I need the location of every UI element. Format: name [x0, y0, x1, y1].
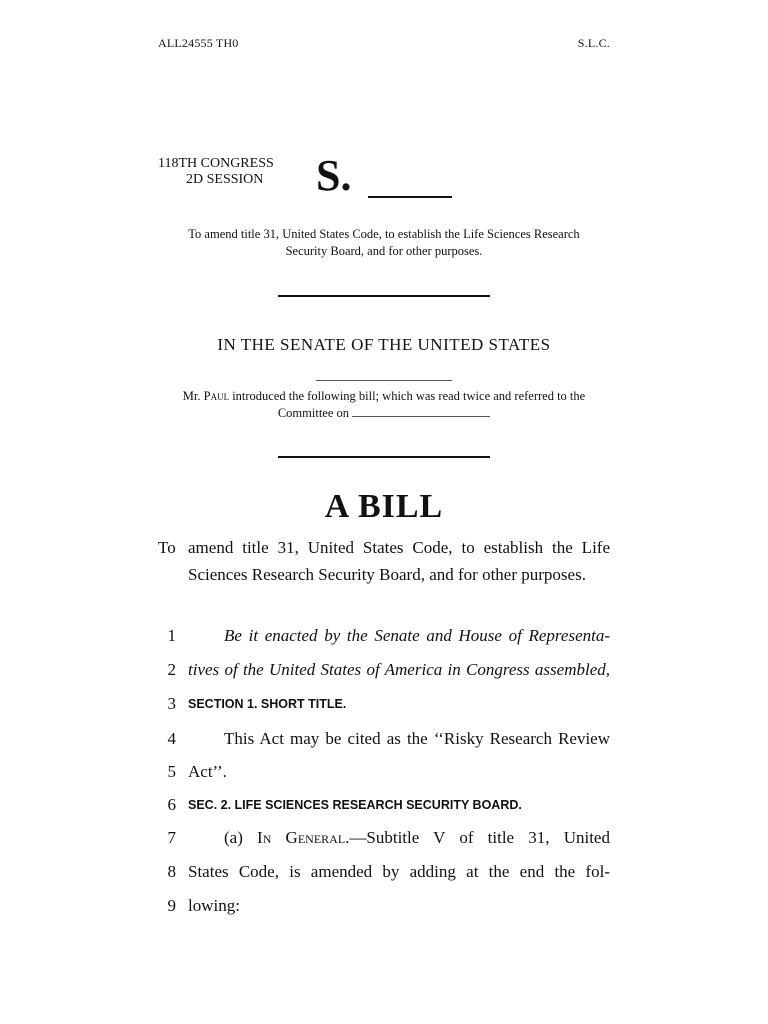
long-title-lead: To	[158, 538, 176, 557]
congress-line: 118TH CONGRESS	[158, 156, 274, 171]
line-number: 3	[167, 694, 176, 713]
section-text: This Act may be cited as the ‘‘Risky Research Review	[224, 729, 610, 748]
slc-mark: S.L.C.	[577, 36, 610, 50]
section-text	[188, 828, 610, 848]
congress-session-block	[158, 156, 274, 188]
line-number: 6	[167, 795, 176, 814]
enacting-clause: tives of the United States of America in Congress assembled,	[188, 660, 610, 679]
bill-heading: A BILL	[324, 488, 444, 525]
bill-line	[0, 762, 768, 796]
bill-line	[0, 660, 768, 694]
line-number: 9	[167, 896, 176, 915]
line-number: 8	[167, 862, 176, 881]
divider-rule	[278, 295, 490, 297]
section-heading: SEC. 2. LIFE SCIENCES RESEARCH SECURITY BOARD.	[188, 798, 522, 812]
bill-line	[0, 626, 768, 660]
committee-blank	[352, 405, 490, 417]
purpose-summary: To amend title 31, United States Code, to establish the Life Sciences Research Security Board, and for other purposes.	[188, 227, 580, 258]
line-number: 2	[167, 660, 176, 679]
divider-rule	[278, 456, 490, 458]
session-line: 2D SESSION	[186, 172, 264, 187]
section-text: Act’’.	[188, 762, 227, 781]
chamber-heading: IN THE SENATE OF THE UNITED STATES	[217, 335, 551, 354]
line-number: 1	[167, 626, 176, 645]
thin-divider	[316, 380, 452, 381]
bill-line	[0, 729, 768, 763]
introduction-prefix: Mr.	[182, 389, 204, 403]
section-text: lowing:	[188, 896, 240, 915]
subsection-text: .—Subtitle V of title 31, United	[345, 828, 610, 847]
subsection-label: (a)	[224, 828, 258, 847]
long-title-body: amend title 31, United States Code, to establish the Life Sciences Research Security Board, and for other purposes.	[188, 538, 610, 584]
subsection-heading: In General	[257, 828, 346, 847]
line-number: 4	[167, 729, 176, 748]
document-id: ALL24555 TH0	[158, 36, 239, 50]
bill-line	[0, 828, 768, 862]
enacting-clause: Be it enacted by the Senate and House of Representa-	[224, 626, 610, 645]
bill-line	[0, 862, 768, 896]
section-text: States Code, is amended by adding at the end the fol-	[188, 862, 610, 881]
introduction-body: introduced the following bill; which was read twice and referred to the Committee on	[229, 389, 586, 420]
sponsor-name: Paul	[203, 389, 230, 403]
bill-number-prefix: S.	[316, 151, 352, 200]
bill-line	[0, 795, 768, 829]
introduction-text	[160, 388, 608, 422]
long-title	[158, 535, 610, 588]
bill-line	[0, 694, 768, 728]
bill-number-blank	[368, 196, 452, 198]
line-number: 5	[167, 762, 176, 781]
bill-line	[0, 896, 768, 930]
line-number: 7	[167, 828, 176, 847]
section-heading: SECTION 1. SHORT TITLE.	[188, 697, 347, 711]
